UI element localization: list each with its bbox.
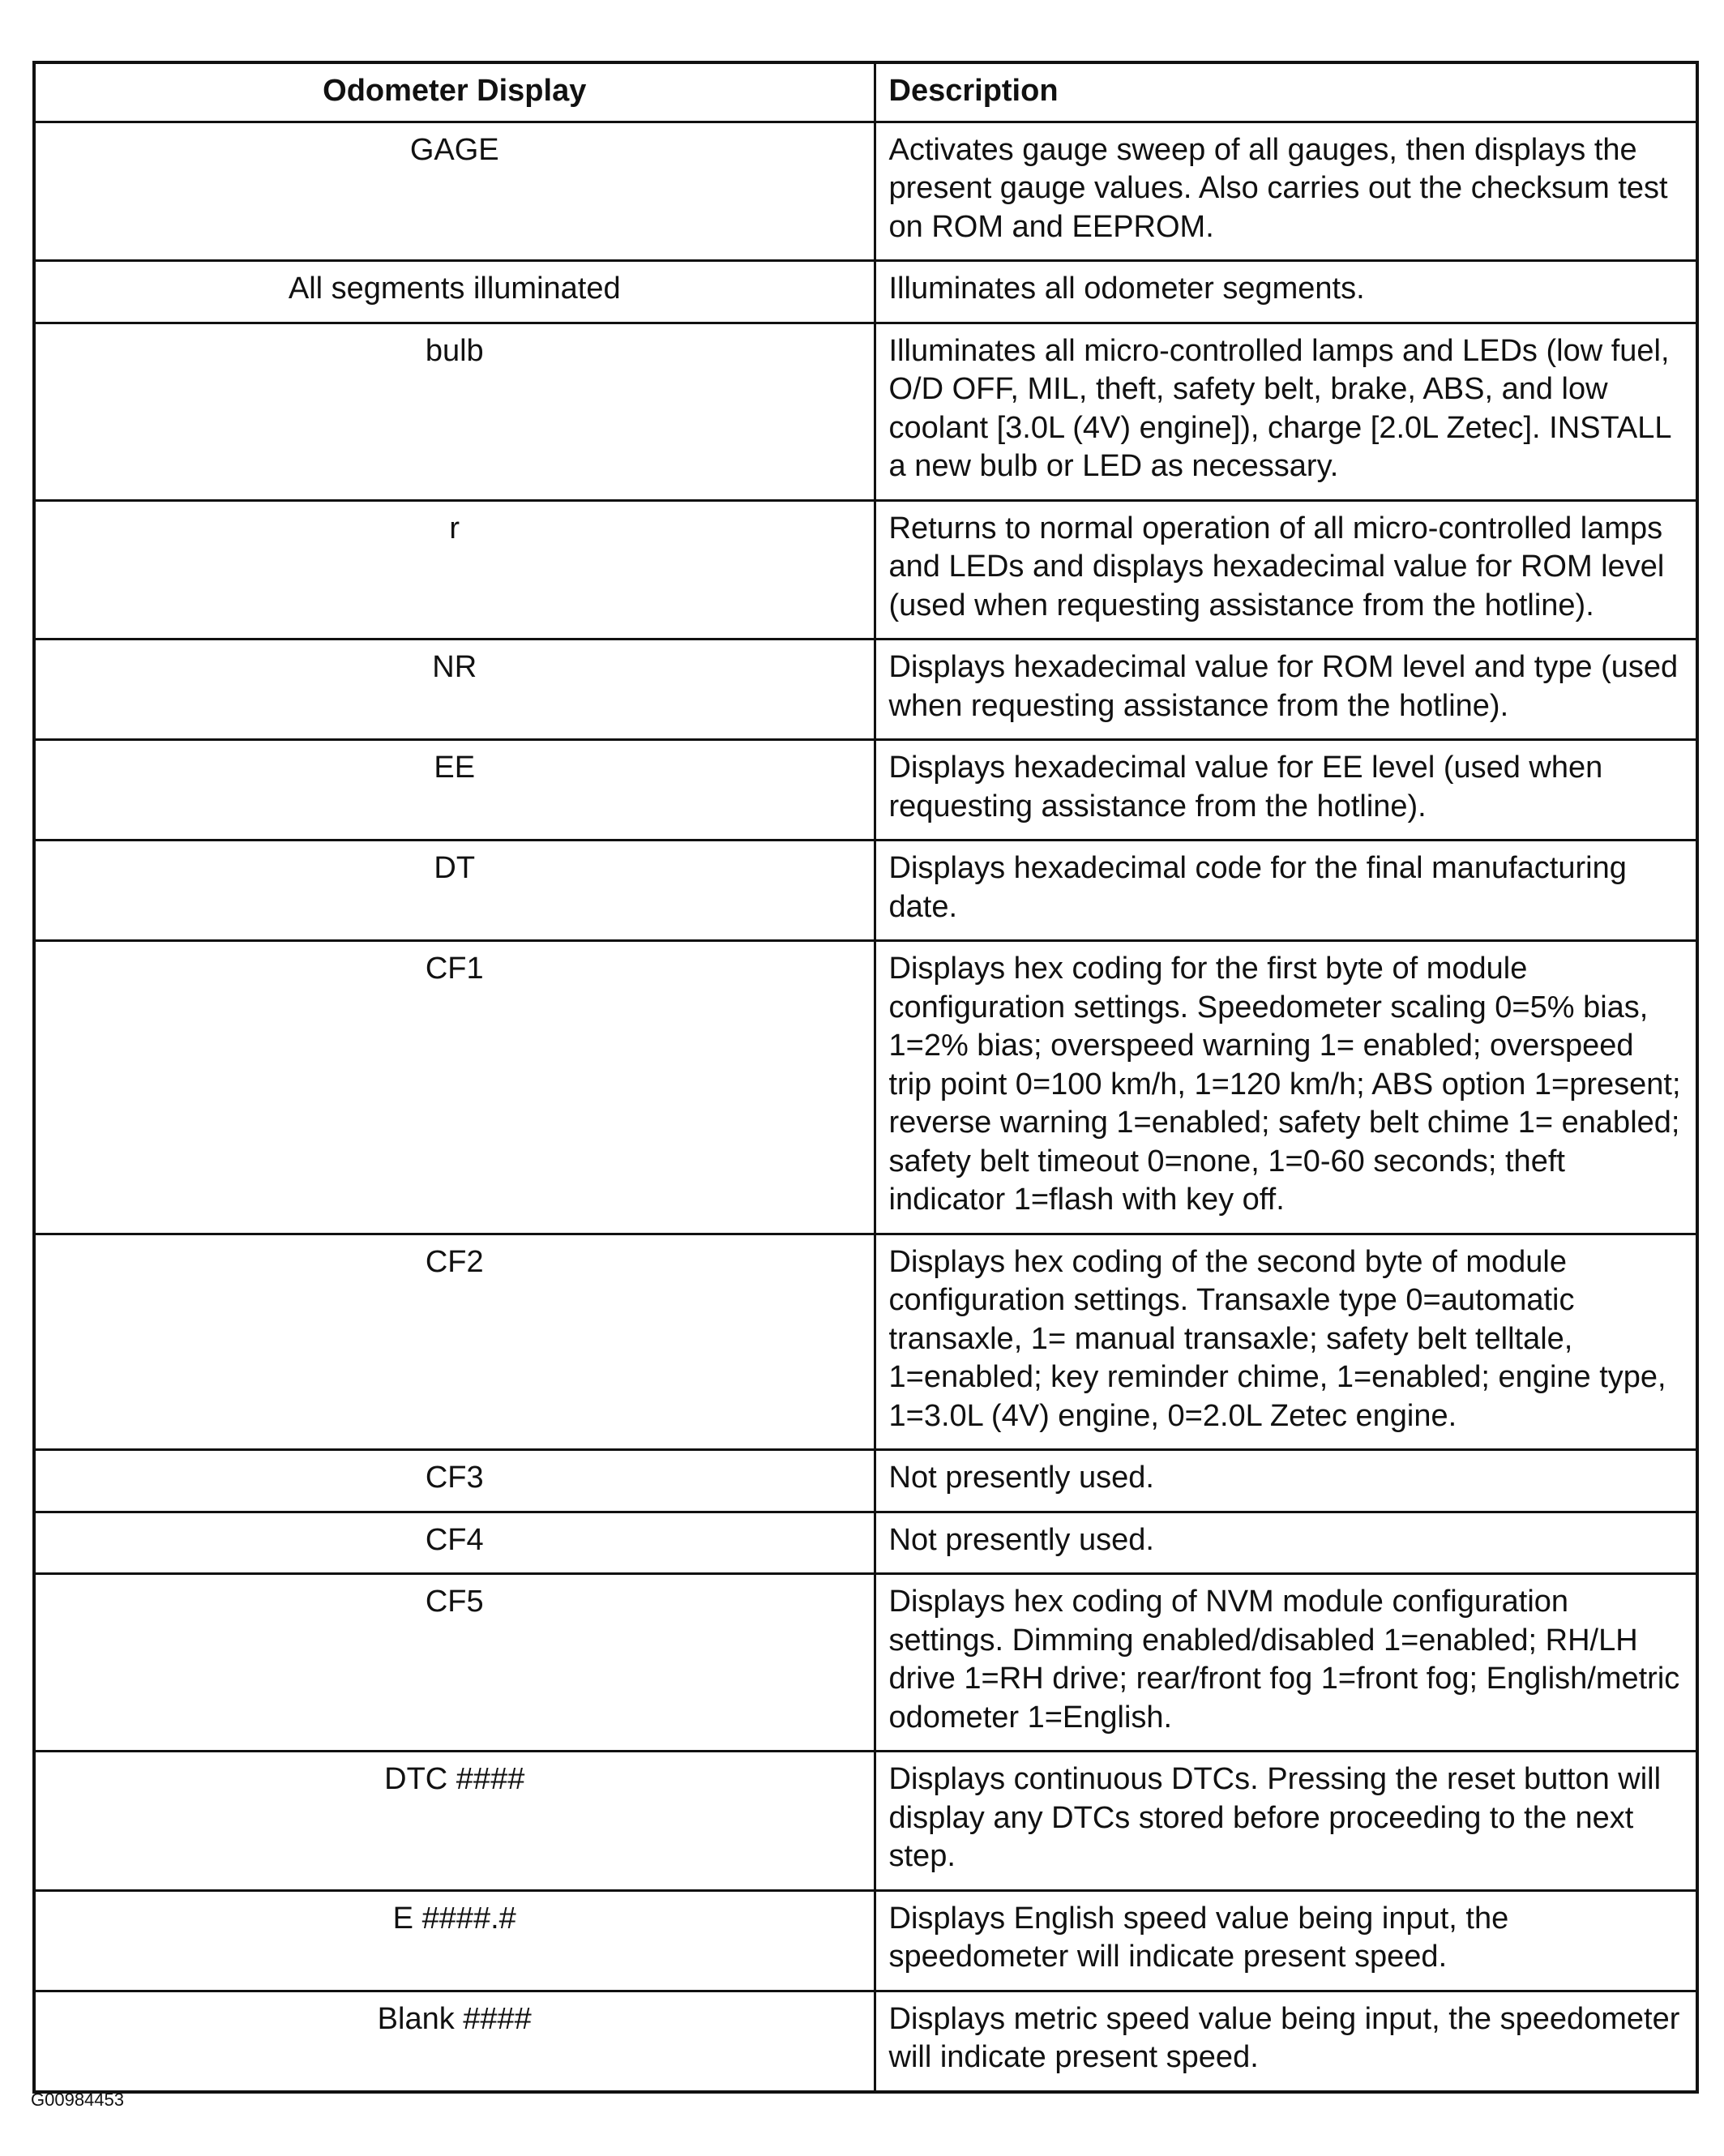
description-cell: Displays hexadecimal code for the final manufacturing date. <box>875 841 1697 941</box>
description-cell: Displays hex coding of the second byte of module configuration settings. Transaxle type 0=automatic transaxle, 1= manual transaxle; safety belt telltale, 1=enabled; key reminder chime, 1=enabled; engine type, 1=3.0L (4V) engine, 0=2.0L Zetec engine. <box>875 1234 1697 1450</box>
description-cell: Displays metric speed value being input, the speedometer will indicate present speed. <box>875 1991 1697 2092</box>
odometer-display-cell: NR <box>34 640 875 740</box>
table-row <box>34 941 1697 1234</box>
description-cell: Returns to normal operation of all micro-controlled lamps and LEDs and displays hexadecimal value for ROM level (used when requesting assistance from the hotline). <box>875 500 1697 640</box>
odometer-display-table-container <box>32 61 1696 2094</box>
figure-id: G00984453 <box>31 2090 124 2110</box>
table-row <box>34 1991 1697 2092</box>
description-cell: Displays hex coding of NVM module configuration settings. Dimming enabled/disabled 1=enabled; RH/LH drive 1=RH drive; rear/front fog 1=front fog; English/metric odometer 1=English. <box>875 1574 1697 1752</box>
description-cell: Displays hexadecimal value for ROM level and type (used when requesting assistance from the hotline). <box>875 640 1697 740</box>
table-header-row <box>34 62 1697 122</box>
table-row <box>34 1234 1697 1450</box>
table-row <box>34 1512 1697 1574</box>
description-cell: Not presently used. <box>875 1512 1697 1574</box>
description-cell: Displays English speed value being input, the speedometer will indicate present speed. <box>875 1890 1697 1991</box>
table-row <box>34 261 1697 323</box>
odometer-display-cell: CF2 <box>34 1234 875 1450</box>
description-cell: Not presently used. <box>875 1450 1697 1512</box>
table-row <box>34 1450 1697 1512</box>
column-header-odometer-display: Odometer Display <box>34 62 875 122</box>
odometer-display-cell: CF3 <box>34 1450 875 1512</box>
table-row <box>34 841 1697 941</box>
table-row <box>34 122 1697 261</box>
odometer-display-cell: DTC #### <box>34 1752 875 1891</box>
odometer-display-cell: All segments illuminated <box>34 261 875 323</box>
table-row <box>34 323 1697 500</box>
odometer-display-cell: E ####.# <box>34 1890 875 1991</box>
odometer-display-cell: CF5 <box>34 1574 875 1752</box>
odometer-display-cell: r <box>34 500 875 640</box>
odometer-display-cell: EE <box>34 740 875 841</box>
odometer-display-cell: GAGE <box>34 122 875 261</box>
description-cell: Displays hexadecimal value for EE level (used when requesting assistance from the hotline). <box>875 740 1697 841</box>
odometer-display-cell: CF4 <box>34 1512 875 1574</box>
description-cell: Illuminates all micro-controlled lamps and LEDs (low fuel, O/D OFF, MIL, theft, safety belt, brake, ABS, and low coolant [3.0L (4V) engine]), charge [2.0L Zetec]. INSTALL a new bulb or LED as necessary. <box>875 323 1697 500</box>
odometer-display-cell: bulb <box>34 323 875 500</box>
odometer-display-cell: CF1 <box>34 941 875 1234</box>
column-header-description: Description <box>875 62 1697 122</box>
table-row <box>34 740 1697 841</box>
table-row <box>34 500 1697 640</box>
description-cell: Activates gauge sweep of all gauges, then displays the present gauge values. Also carries out the checksum test on ROM and EEPROM. <box>875 122 1697 261</box>
odometer-display-cell: Blank #### <box>34 1991 875 2092</box>
description-cell: Displays hex coding for the first byte of module configuration settings. Speedometer scaling 0=5% bias, 1=2% bias; overspeed warning 1= enabled; overspeed trip point 0=100 km/h, 1=120 km/h; ABS option 1=present; reverse warning 1=enabled; safety belt chime 1= enabled; safety belt timeout 0=none, 1=0-60 seconds; theft indicator 1=flash with key off. <box>875 941 1697 1234</box>
odometer-display-cell: DT <box>34 841 875 941</box>
odometer-display-table <box>32 61 1699 2094</box>
description-cell: Illuminates all odometer segments. <box>875 261 1697 323</box>
table-row <box>34 1890 1697 1991</box>
table-row <box>34 640 1697 740</box>
table-row <box>34 1574 1697 1752</box>
description-cell: Displays continuous DTCs. Pressing the reset button will display any DTCs stored before proceeding to the next step. <box>875 1752 1697 1891</box>
table-row <box>34 1752 1697 1891</box>
